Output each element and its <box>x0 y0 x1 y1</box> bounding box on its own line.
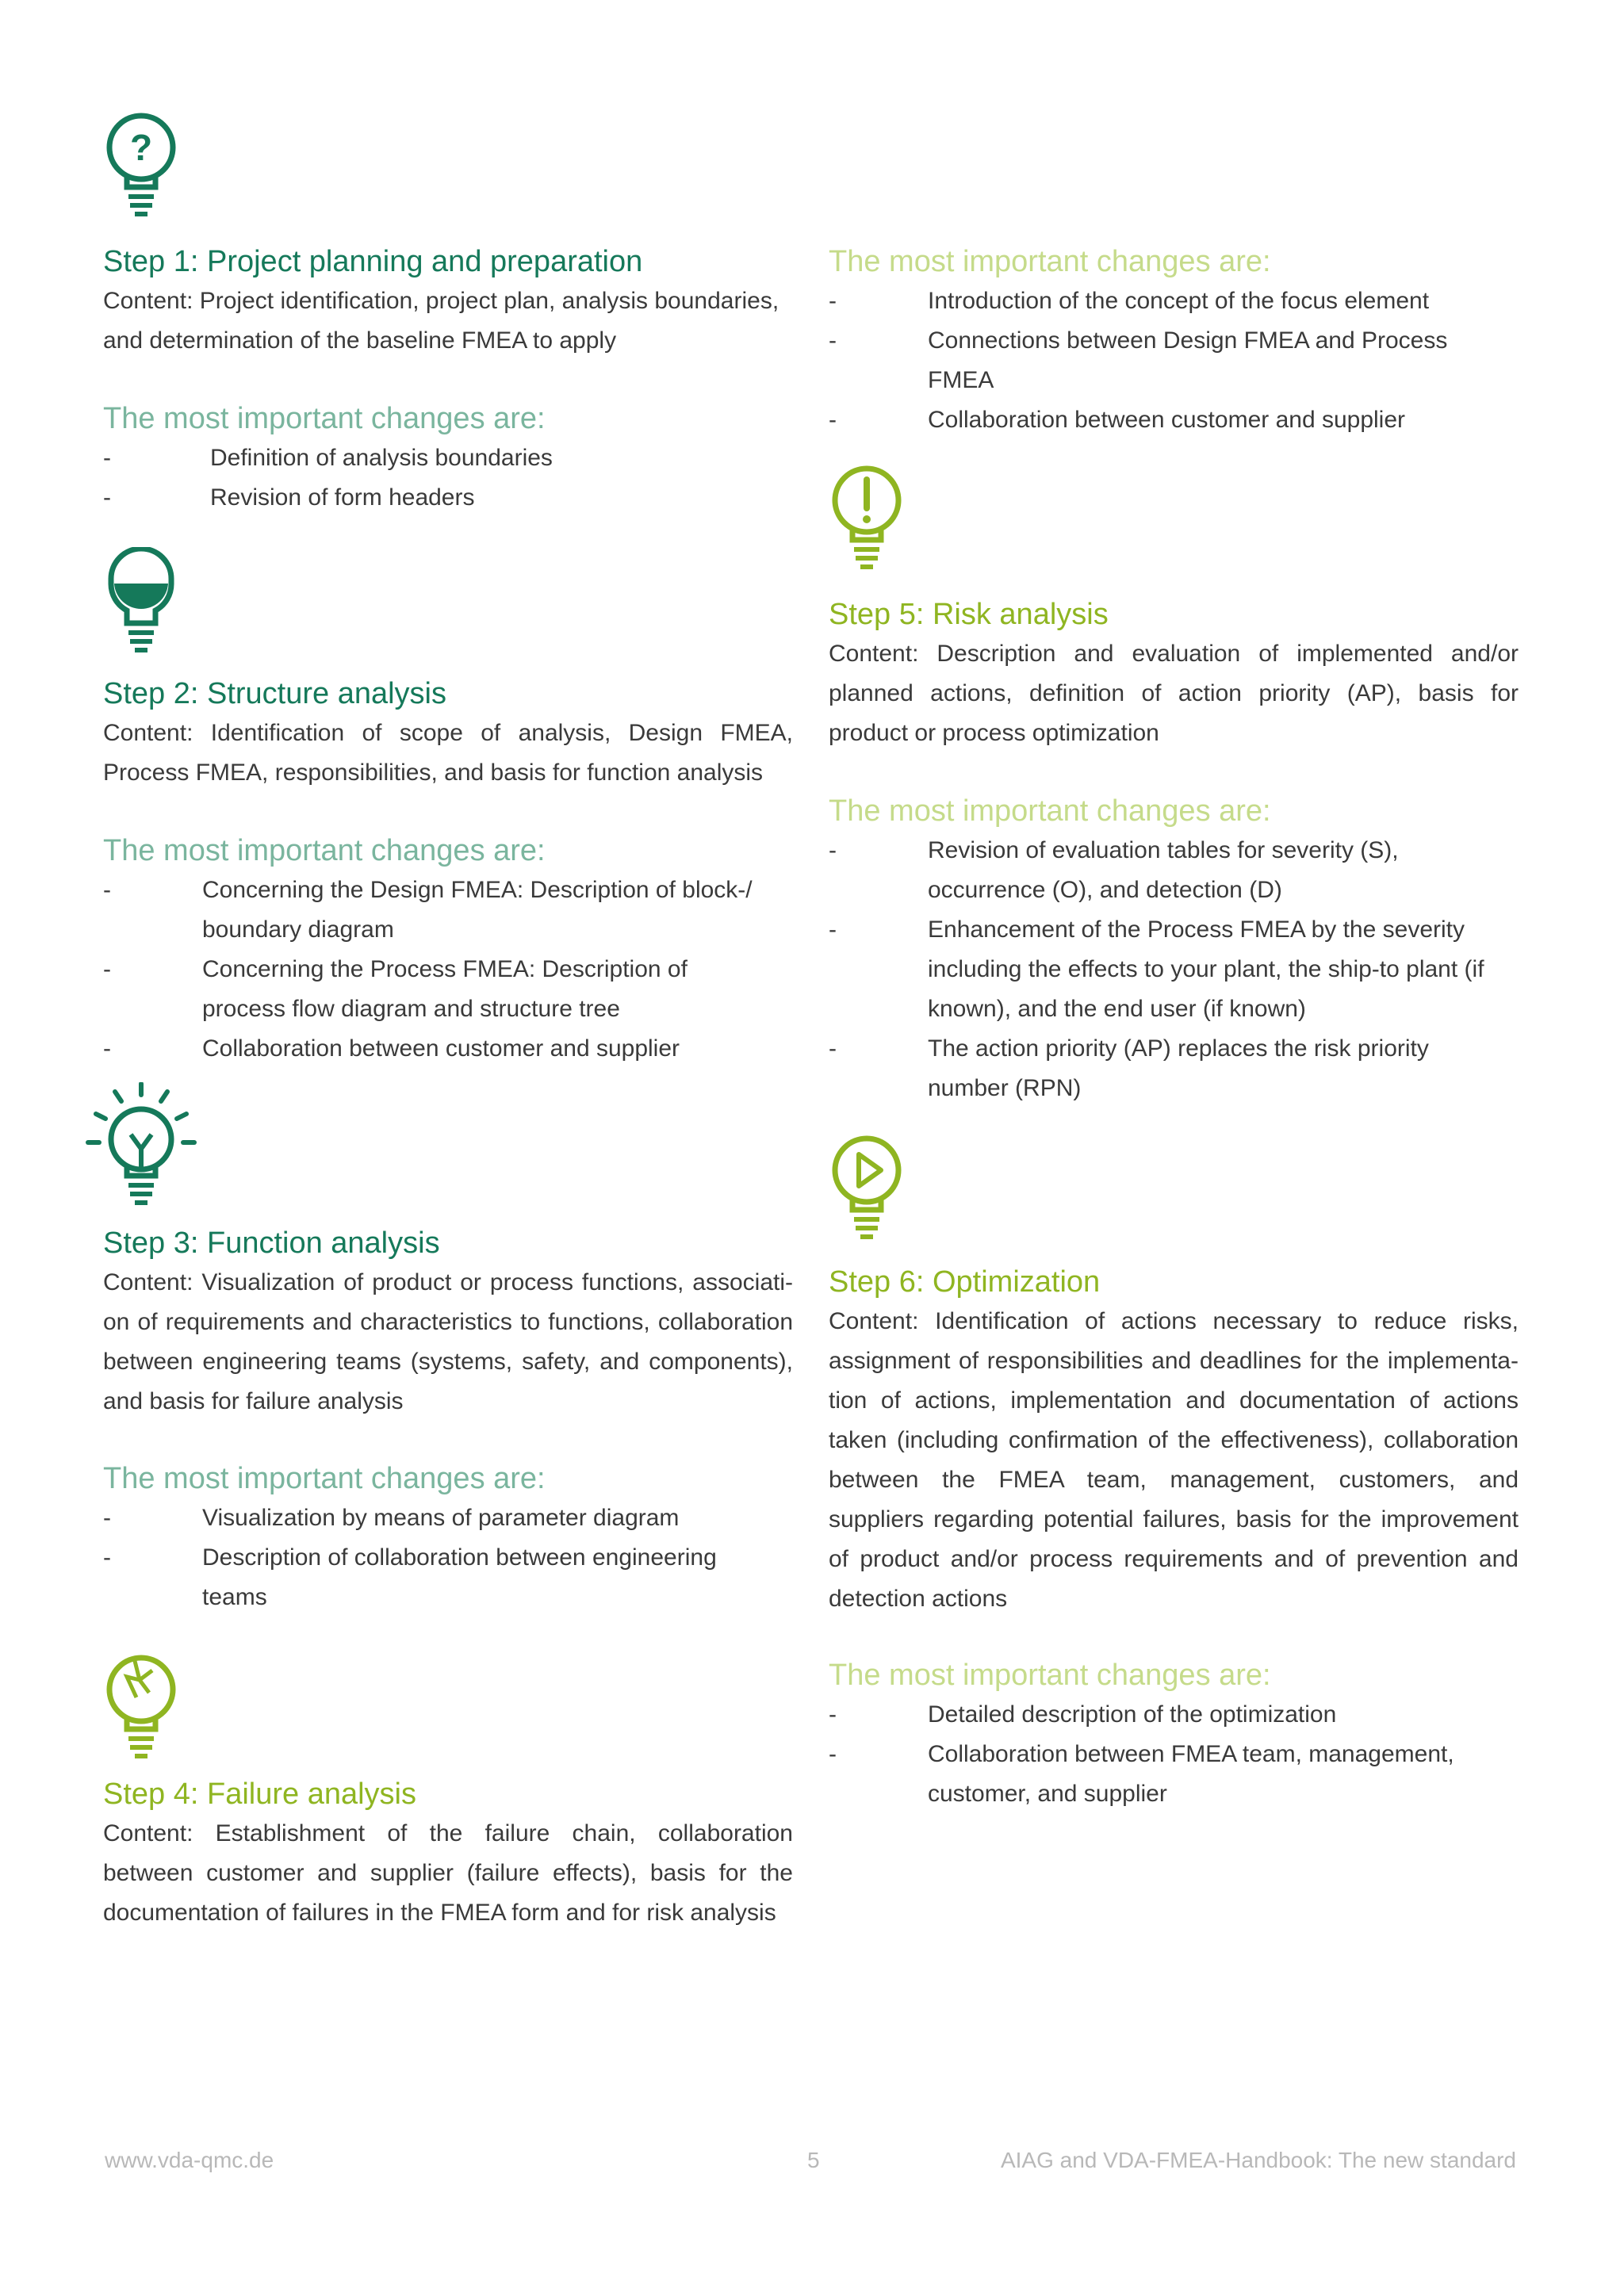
list-item: - Visualization by means of parameter diagram <box>103 1505 680 1531</box>
step1-content: Content: Project identification, project plan, analysis boundaries, and determination of the baseline FMEA to apply <box>103 288 779 354</box>
step4-content: Content: Establishment of the failure chain, collaboration between customer and supplier (failure effects), basis for the documentation of failures in the FMEA form and for risk analysis <box>103 1820 793 1926</box>
step2-title: Step 2: Structure analysis <box>103 677 446 710</box>
step6-changes-heading: The most important changes are: <box>829 1659 1271 1692</box>
step4-changes-list <box>829 281 1519 440</box>
step6-title: Step 6: Optimization <box>829 1265 1101 1299</box>
list-item: - Collaboration between customer and supplier <box>829 407 1406 433</box>
exclamation-bulb-icon <box>829 464 905 572</box>
page-number: 5 <box>807 2148 820 2172</box>
step4-title: Step 4: Failure analysis <box>103 1777 416 1811</box>
list-item: - Concerning the Design FMEA: Description of block-/ boundary diagram <box>103 877 753 943</box>
list-item: - Enhancement of the Process FMEA by the severity including the effects to your plant, the ship-to plant (if known), and the end user (if known) <box>829 916 1484 1022</box>
footer-document-title: AIAG and VDA-FMEA-Handbook: The new standard <box>1000 2148 1516 2172</box>
step5-changes-list <box>829 831 1519 1108</box>
list-item: - Concerning the Process FMEA: Description of process flow diagram and structure tree <box>103 956 688 1022</box>
play-bulb-icon <box>829 1134 905 1242</box>
step3-changes-list <box>103 1498 793 1617</box>
step2-content: Content: Identification of scope of analysis, Design FMEA, Process FMEA, responsibilities, and basis for function analysis <box>103 720 793 786</box>
step3-title: Step 3: Function analysis <box>103 1226 440 1260</box>
lamp-bulb-icon <box>103 547 179 655</box>
step2-changes-list <box>103 871 793 1069</box>
list-item: - Introduction of the concept of the focus element <box>829 288 1430 314</box>
broken-bulb-icon <box>103 1653 179 1761</box>
step1-title: Step 1: Project planning and preparation <box>103 245 643 278</box>
list-item: - The action priority (AP) replaces the risk priority number (RPN) <box>829 1035 1429 1101</box>
list-item: - Description of collaboration between engineering teams <box>103 1544 717 1610</box>
step1-changes-heading: The most important changes are: <box>103 402 546 435</box>
step5-title: Step 5: Risk analysis <box>829 598 1109 631</box>
svg-text:?: ? <box>129 127 153 168</box>
step5-content: Content: Description and evaluation of implemented and/or planned actions, definition of action priority (AP), basis for product or process optimization <box>829 641 1519 746</box>
list-item: - Revision of evaluation tables for severity (S), occurrence (O), and detection (D) <box>829 837 1399 903</box>
list-item: - Detailed description of the optimization <box>829 1701 1337 1728</box>
footer-url[interactable]: www.vda-qmc.de <box>105 2148 274 2172</box>
question-bulb-icon <box>103 111 179 219</box>
step6-content: Content: Identification of actions necessary to reduce risks, assignment of responsibilities and deadlines for the implementa-tion of actions, implementation and documentation of actions taken (including confirmation of the effectiveness), collaboration between the FMEA team, management, customers, and suppliers regarding potential failures, basis for the improvement of product and/or process requirements and of prevention and detection actions <box>829 1308 1519 1612</box>
step3-changes-heading: The most important changes are: <box>103 1462 546 1495</box>
glowing-bulb-icon <box>83 1082 199 1209</box>
step5-changes-heading: The most important changes are: <box>829 794 1271 828</box>
step2-changes-heading: The most important changes are: <box>103 834 546 867</box>
list-item: - Connections between Design FMEA and Process FMEA <box>829 327 1448 393</box>
list-item: - Definition of analysis boundaries <box>103 445 553 471</box>
step4-changes-heading: The most important changes are: <box>829 245 1271 278</box>
step6-changes-list <box>829 1695 1519 1814</box>
list-item: - Revision of form headers <box>103 484 475 511</box>
step3-content: Content: Visualization of product or process functions, associati-on of requirements and characteristics to functions, collaboration between engineering teams (systems, safety, and components), and basis for failure analysis <box>103 1269 793 1414</box>
step1-changes-list <box>103 438 793 518</box>
list-item: - Collaboration between customer and supplier <box>103 1035 680 1062</box>
list-item: - Collaboration between FMEA team, management, customer, and supplier <box>829 1741 1454 1807</box>
